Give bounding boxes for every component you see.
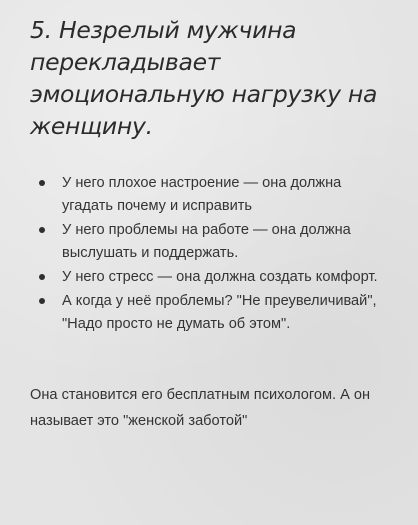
bullet-list	[30, 172, 390, 336]
bullet-dot-icon	[39, 298, 45, 304]
bullet-item	[30, 290, 390, 336]
bullet-text: А когда у неё проблемы? "Не преувеличивай", "Надо просто не думать об этом".	[62, 293, 377, 332]
bullet-item	[30, 219, 390, 265]
bullet-dot-icon	[39, 227, 45, 233]
bullet-item	[30, 172, 390, 218]
bullet-item	[30, 266, 390, 289]
heading: 5. Незрелый мужчина перекладывает эмоциональную нагрузку на женщину.	[30, 16, 378, 140]
bullet-dot-icon	[39, 274, 45, 280]
closing-paragraph: Она становится его бесплатным психологом. А он называет это "женской заботой"	[30, 387, 371, 429]
bullet-text: У него стресс — она должна создать комфорт.	[62, 269, 378, 285]
bullet-dot-icon	[39, 180, 45, 186]
bullet-text: У него плохое настроение — она должна угадать почему и исправить	[62, 175, 342, 214]
bullet-text: У него проблемы на работе — она должна выслушать и поддержать.	[62, 222, 351, 261]
